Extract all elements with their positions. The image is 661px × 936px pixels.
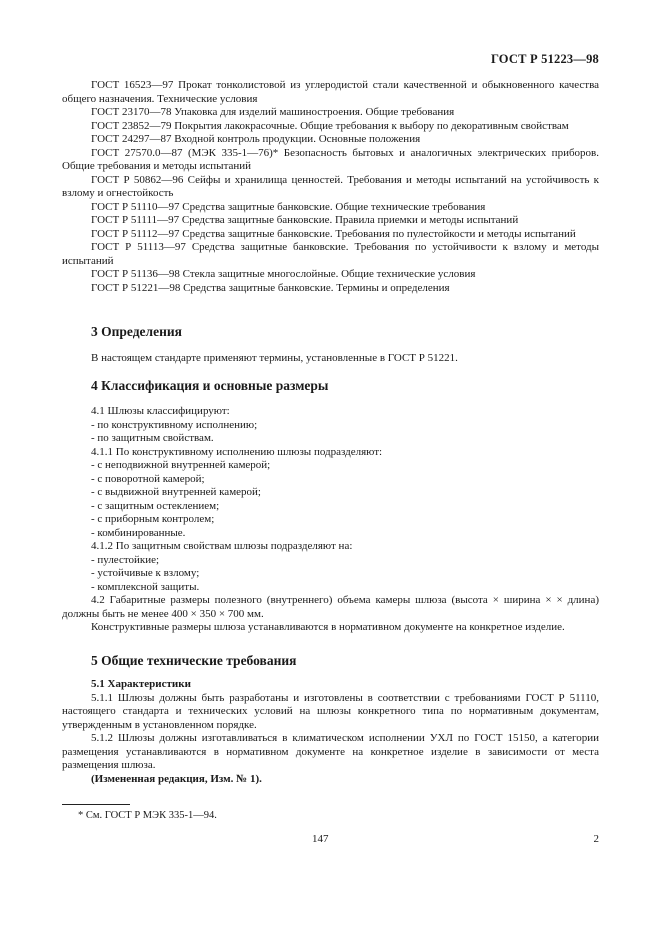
clause-4-1-2: 4.1.2 По защитным свойствам шлюзы подразделяют на:: [91, 540, 353, 552]
list-item: - с неподвижной внутренней камерой;: [91, 459, 271, 471]
reference-item: ГОСТ 16523—97 Прокат тонколистовой из углеродистой стали качественной и обыкновенного качества общего назначения. Технические условия: [62, 79, 599, 105]
reference-item: ГОСТ 23852—79 Покрытия лакокрасочные. Общие требования к выбору по декоративным свойствам: [91, 119, 569, 132]
reference-item: ГОСТ Р 51110—97 Средства защитные банковские. Общие технические требования: [91, 200, 486, 213]
section-3-text: В настоящем стандарте применяют термины, установленные в ГОСТ Р 51221.: [91, 352, 458, 364]
reference-item: ГОСТ Р 51136—98 Стекла защитные многослойные. Общие технические условия: [91, 268, 476, 280]
list-item: - с поворотной камерой;: [91, 472, 205, 485]
list-item: - с выдвижной внутренней камерой;: [91, 486, 261, 498]
section-4-heading: 4 Классификация и основные размеры: [91, 378, 329, 393]
clause-5-1-2: 5.1.2 Шлюзы должны изготавливаться в климатическом исполнении УХЛ по ГОСТ 15150, а категории размещения устанавливаются в нормативном документе на конкретное изделие в зависимости от места размещения шлюза.: [62, 732, 599, 771]
list-item: - с приборным контролем;: [91, 513, 215, 525]
section-3: [62, 324, 599, 366]
reference-item: ГОСТ Р 50862—96 Сейфы и хранилища ценностей. Требования и методы испытаний на устойчивость к взлому и огнестойкость: [62, 173, 599, 199]
subsection-5-1-heading: 5.1 Характеристики: [91, 678, 191, 690]
clause-5-1-1: 5.1.1 Шлюзы должны быть разработаны и изготовлены в соответствии с требованиями ГОСТ Р 51110, настоящего стандарта и технических условий на шлюзы конкретного типа по нормативным документам, утвержденным в установленном порядке.: [62, 691, 599, 731]
list-item: - комплексной защиты.: [91, 580, 200, 593]
list-item: - с защитным остеклением;: [91, 499, 220, 512]
reference-item: ГОСТ 23170—78 Упаковка для изделий машиностроения. Общие требования: [91, 106, 455, 118]
footnote-divider: [62, 804, 130, 805]
reference-item: ГОСТ 27570.0—87 (МЭК 335-1—76)* Безопасность бытовых и аналогичных электрических приборов. Общие требования и методы испытаний: [62, 146, 599, 172]
clause-4-2-note: Конструктивные размеры шлюза устанавливаются в нормативном документе на конкретное изделие.: [91, 621, 565, 633]
reference-item: ГОСТ Р 51221—98 Средства защитные банковские. Термины и определения: [91, 281, 450, 294]
page-number: 147: [312, 833, 329, 845]
reference-item: ГОСТ Р 51111—97 Средства защитные банковские. Правила приемки и методы испытаний: [91, 214, 519, 226]
reference-item: ГОСТ Р 51113—97 Средства защитные банковские. Требования по устойчивости к взлому и методы испытаний: [62, 241, 599, 267]
section-4: [62, 378, 599, 635]
standard-code-header: ГОСТ Р 51223—98: [490, 52, 599, 66]
clause-4-1-1: 4.1.1 По конструктивному исполнению шлюзы подразделяют:: [91, 445, 383, 458]
list-item: - пулестойкие;: [91, 553, 160, 566]
section-3-heading: 3 Определения: [91, 324, 182, 339]
reference-item: ГОСТ Р 51112—97 Средства защитные банковские. Требования по пулестойкости и методы испытаний: [91, 227, 576, 240]
section-5-heading: 5 Общие технические требования: [91, 653, 297, 668]
list-item: - по конструктивному исполнению;: [91, 418, 258, 431]
footnote: * См. ГОСТ Р МЭК 335-1—94.: [78, 810, 217, 821]
list-item: - устойчивые к взлому;: [91, 567, 200, 579]
reference-item: ГОСТ 24297—87 Входной контроль продукции. Основные положения: [91, 133, 421, 145]
clause-4-1: 4.1 Шлюзы классифицируют:: [91, 405, 230, 417]
section-5: [62, 653, 599, 786]
normative-references-list: [62, 79, 599, 295]
sheet-number: 2: [593, 833, 599, 845]
list-item: - по защитным свойствам.: [91, 432, 214, 444]
list-item: - комбинированные.: [91, 526, 186, 539]
amendment-note: (Измененная редакция, Изм. № 1).: [91, 772, 262, 785]
clause-4-2: 4.2 Габаритные размеры полезного (внутреннего) объема камеры шлюза (высота × ширина × × длина) должны быть не менее 400 × 350 × 700 мм.: [62, 594, 599, 620]
